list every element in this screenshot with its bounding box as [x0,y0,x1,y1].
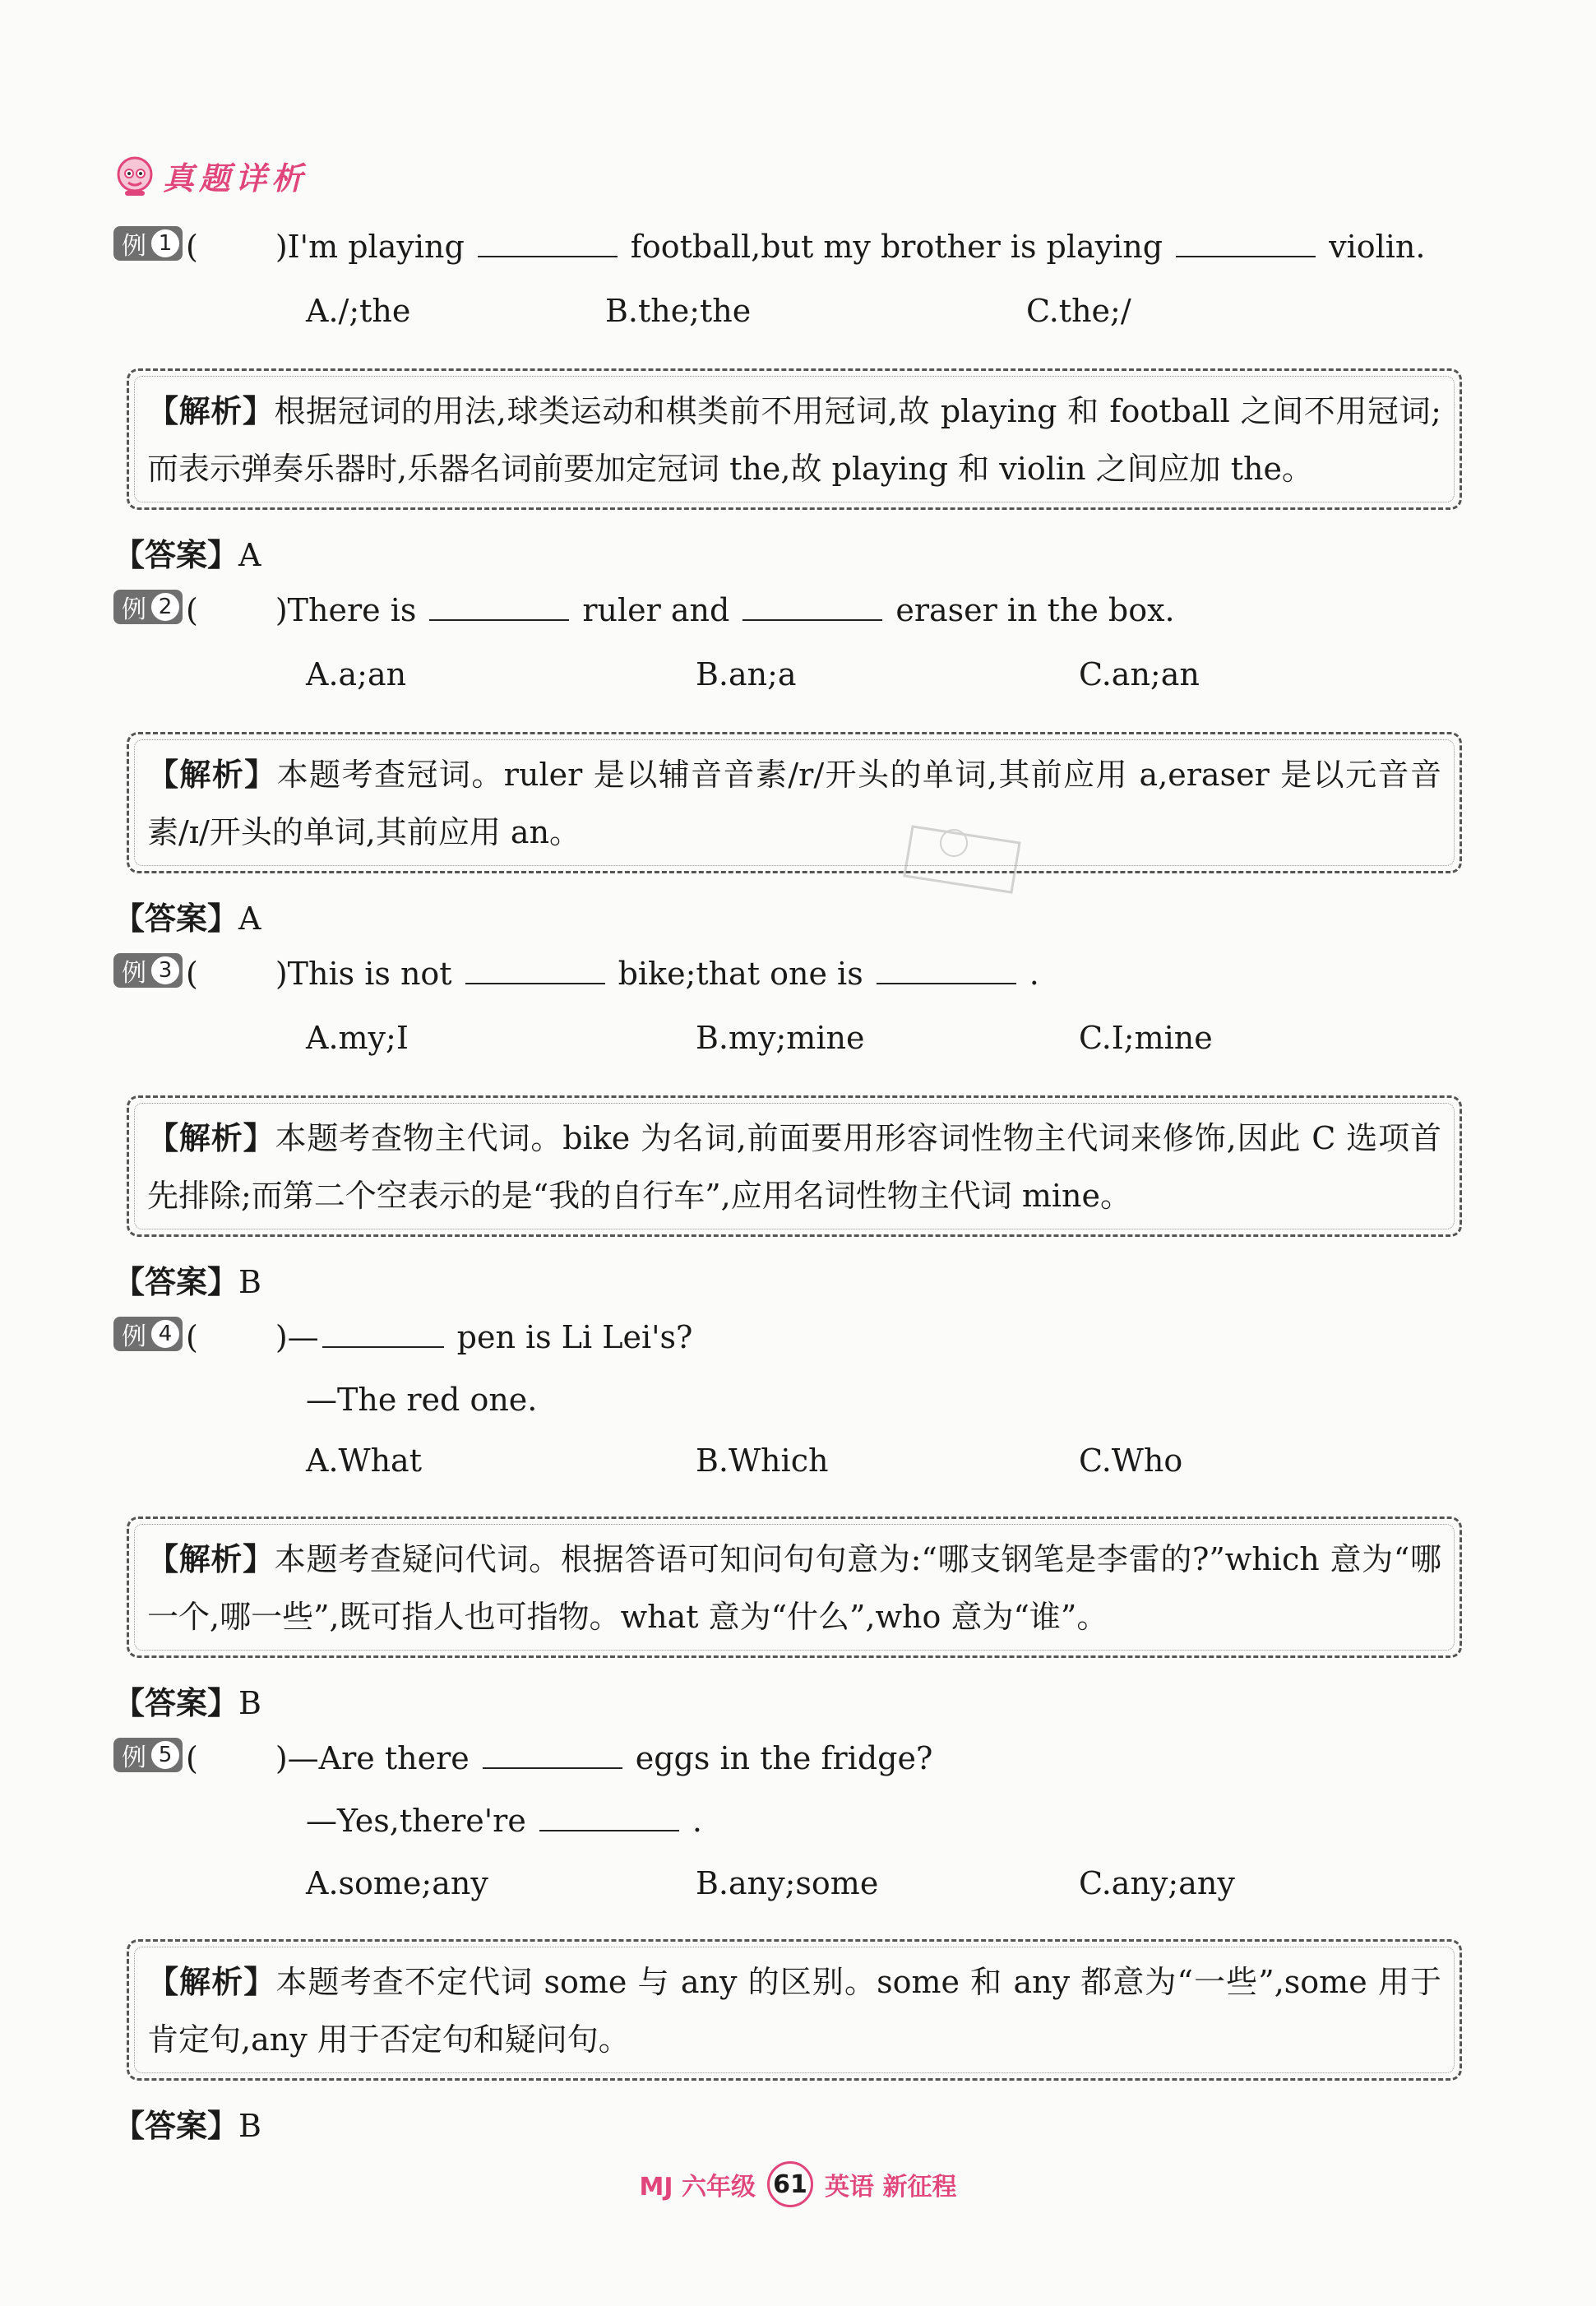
options-4 [306,1442,1457,1484]
answer-blank [478,231,618,257]
question-text: This is not [287,956,452,992]
answer-blank [465,958,605,984]
answer-value: A [238,537,261,573]
answer-blank [539,1805,679,1831]
page-number: 61 [767,2161,813,2207]
question-text: eggs in the fridge? [635,1740,933,1776]
stamp-watermark-icon [896,810,1036,901]
analysis-text: 本题考查物主代词。bike 为名词,前面要用形容词性物主代词来修饰,因此 C 选项首先排除;而第二个空表示的是“我的自行车”,应用名词性物主代词 mine。 [147,1120,1441,1214]
analysis-box-2: 【解析】本题考查冠词。ruler 是以辅音音素/r/开头的单词,其前应用 a,eraser 是以元音音素/ɪ/开头的单词,其前应用 an。 [127,732,1462,873]
question-text: pen is Li Lei's? [456,1319,693,1355]
option-c: C.Who [1079,1442,1183,1479]
answer-4: 【答案】 B [113,1685,261,1721]
answer-blank [483,1743,622,1769]
answer-blank [742,595,882,621]
analysis-box-5: 【解析】本题考查不定代词 some 与 any 的区别。some 和 any 都意为“一些”,some 用于肯定句,any 用于否定句和疑问句。 [127,1939,1462,2081]
question-text: —Are there [287,1740,470,1776]
footer-series: MJ 六年级 [639,2173,756,2202]
analysis-text: 本题考查冠词。ruler 是以辅音音素/r/开头的单词,其前应用 a,eraser 是以元音音素/ɪ/开头的单词,其前应用 an。 [147,757,1441,850]
question-1: 例 1 ( ) I'm playing football,but my brother is playing violin. [113,229,1425,265]
question-5: 例 5 ( ) —Are there eggs in the fridge? [113,1740,932,1776]
question-text: football,but my brother is playing [630,229,1163,265]
question-text: — [287,1319,319,1355]
answer-blank [1176,231,1316,257]
answer-3: 【答案】 B [113,1264,261,1300]
answer-blank [877,958,1016,984]
answer-1: 【答案】 A [113,537,261,573]
answer-5: 【答案】 B [113,2108,261,2144]
option-b: B.an;a [696,656,797,692]
reply-text: —Yes,there're [306,1803,526,1839]
option-a: A.What [306,1442,422,1479]
option-b: B.Which [696,1442,829,1479]
option-a: A.my;I [306,1020,409,1056]
answer-value: A [238,901,261,937]
option-c: C.I;mine [1079,1020,1213,1056]
analysis-text: 本题考查不定代词 some 与 any 的区别。some 和 any 都意为“一些”,some 用于肯定句,any 用于否定句和疑问句。 [147,1964,1441,2058]
question-text: ruler and [582,592,730,628]
question-text: There is [287,592,417,628]
options-2 [306,656,1457,697]
option-b: B.my;mine [696,1020,865,1056]
section-header [113,153,308,198]
example-tag: 例 5 [113,1738,183,1772]
section-title: 真题详析 [163,160,308,197]
options-5 [306,1865,1457,1906]
reply-text: —The red one. [306,1382,538,1418]
answer-value: B [238,2108,261,2144]
option-c: C.any;any [1079,1865,1235,1901]
question-3: 例 3 ( ) This is not bike;that one is . [113,956,1039,992]
footer-subject: 英语 新征程 [825,2173,957,2202]
analysis-text: 根据冠词的用法,球类运动和棋类前不用冠词,故 playing 和 football 之间不用冠词;而表示弹奏乐器时,乐器名词前要加定冠词 the,故 playing 和 violin 之间应加 the。 [147,393,1441,487]
analysis-box-3: 【解析】本题考查物主代词。bike 为名词,前面要用形容词性物主代词来修饰,因此 C 选项首先排除;而第二个空表示的是“我的自行车”,应用名词性物主代词 mine。 [127,1095,1462,1237]
option-a: A.some;any [306,1865,488,1901]
options-1 [306,293,1457,334]
reply-5 [306,1803,702,1839]
question-2: 例 2 ( ) There is ruler and eraser in the box. [113,592,1175,628]
analysis-box-1: 【解析】根据冠词的用法,球类运动和棋类前不用冠词,故 playing 和 football 之间不用冠词;而表示弹奏乐器时,乐器名词前要加定冠词 the,故 playing 和 violin 之间应加 the。 [127,368,1462,510]
answer-value: B [238,1685,261,1721]
question-text: . [1029,956,1039,992]
option-a: A./;the [306,293,411,329]
options-3 [306,1020,1457,1061]
option-c: C.the;/ [1026,293,1131,329]
reply-text: . [692,1803,702,1839]
mascot-icon [113,155,156,197]
example-tag: 例 1 [113,226,183,261]
option-a: A.a;an [306,656,407,692]
reply-4 [306,1382,537,1418]
question-text: I'm playing [287,229,465,265]
analysis-box-4: 【解析】本题考查疑问代词。根据答语可知问句句意为:“哪支钢笔是李雷的?”which 意为“哪一个,哪一些”,既可指人也可指物。what 意为“什么”,who 意为“谁”。 [127,1516,1462,1658]
question-text: eraser in the box. [895,592,1175,628]
page-footer [0,2161,1596,2207]
option-b: B.the;the [605,293,752,329]
question-text: bike;that one is [618,956,863,992]
example-tag: 例 4 [113,1317,183,1351]
option-c: C.an;an [1079,656,1200,692]
example-tag: 例 3 [113,953,183,988]
answer-value: B [238,1264,261,1300]
example-tag: 例 2 [113,590,183,624]
answer-blank [429,595,569,621]
analysis-text: 本题考查疑问代词。根据答语可知问句句意为:“哪支钢笔是李雷的?”which 意为“哪一个,哪一些”,既可指人也可指物。what 意为“什么”,who 意为“谁”。 [147,1541,1441,1635]
question-text: violin. [1329,229,1426,265]
option-b: B.any;some [696,1865,879,1901]
question-4: 例 4 ( ) — pen is Li Lei's? [113,1319,692,1355]
answer-blank [322,1322,444,1348]
answer-2: 【答案】 A [113,901,261,937]
